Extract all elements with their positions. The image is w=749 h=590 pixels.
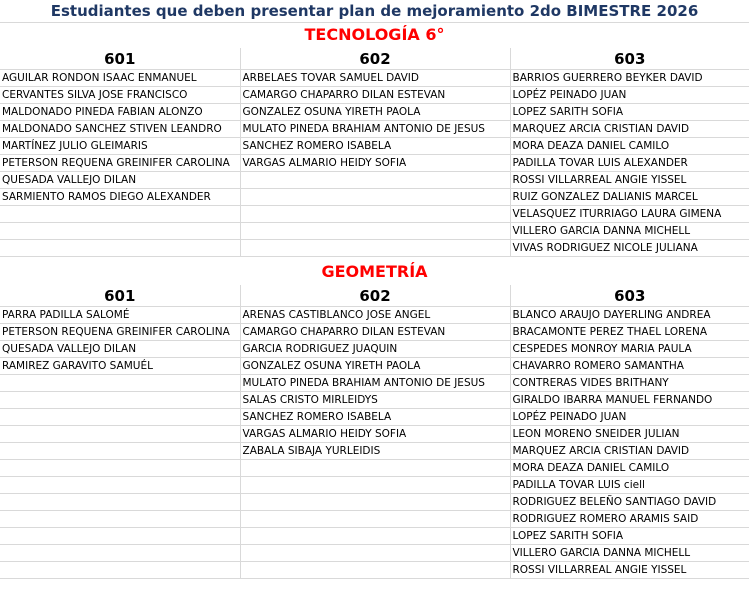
table-row [0,121,749,138]
group-header-603: 603 [510,48,749,70]
student-name-cell: CONTRERAS VIDES BRITHANY [510,375,749,392]
student-name-cell: MARQUEZ ARCIA CRISTIAN DAVID [510,121,749,138]
table-row [0,206,749,223]
group-header-601: 601 [0,48,240,70]
student-table-tecnologia [0,48,749,257]
student-name-cell: VIVAS RODRIGUEZ NICOLE JULIANA [510,240,749,257]
student-name-cell: ARENAS CASTIBLANCO JOSE ANGEL [240,307,510,324]
section-heading-geometria: GEOMETRÍA [321,262,428,281]
student-name-cell [0,511,240,528]
student-name-cell: RODRIGUEZ ROMERO ARAMIS SAID [510,511,749,528]
student-name-cell [0,206,240,223]
student-name-cell: GONZALEZ OSUNA YIRETH PAOLA [240,104,510,121]
student-name-cell: PADILLA TOVAR LUIS ciell [510,477,749,494]
student-name-cell [240,189,510,206]
student-name-cell [240,460,510,477]
student-name-cell: MARQUEZ ARCIA CRISTIAN DAVID [510,443,749,460]
student-name-cell [0,562,240,579]
table-row [0,240,749,257]
student-name-cell: SANCHEZ ROMERO ISABELA [240,409,510,426]
student-name-cell [240,494,510,511]
group-header-602: 602 [240,48,510,70]
student-name-cell [240,511,510,528]
table-row [0,392,749,409]
student-name-cell: LEON MORENO SNEIDER JULIAN [510,426,749,443]
table-row [0,511,749,528]
student-name-cell: GARCIA RODRIGUEZ JUAQUIN [240,341,510,358]
student-name-cell [240,545,510,562]
table-row [0,426,749,443]
table-row [0,409,749,426]
student-name-cell: QUESADA VALLEJO DILAN [0,172,240,189]
student-name-cell: VILLERO GARCIA DANNA MICHELL [510,223,749,240]
document-title: Estudiantes que deben presentar plan de mejoramiento 2do BIMESTRE 2026 [50,2,699,20]
table-row [0,358,749,375]
table-row [0,528,749,545]
student-name-cell: VILLERO GARCIA DANNA MICHELL [510,545,749,562]
student-name-cell: QUESADA VALLEJO DILAN [0,341,240,358]
group-header-row [0,48,749,70]
table-row [0,87,749,104]
table-row [0,443,749,460]
student-name-cell [0,240,240,257]
student-name-cell: LOPÉZ PEINADO JUAN [510,87,749,104]
student-name-cell: ARBELAES TOVAR SAMUEL DAVID [240,70,510,87]
student-name-cell: CHAVARRO ROMERO SAMANTHA [510,358,749,375]
group-header-602: 602 [240,285,510,307]
student-name-cell [240,528,510,545]
table-row [0,223,749,240]
student-name-cell [0,223,240,240]
student-name-cell: CAMARGO CHAPARRO DILAN ESTEVAN [240,87,510,104]
table-row [0,155,749,172]
student-name-cell: CERVANTES SILVA JOSE FRANCISCO [0,87,240,104]
student-name-cell: CESPEDES MONROY MARIA PAULA [510,341,749,358]
student-name-cell: ROSSI VILLARREAL ANGIE YISSEL [510,172,749,189]
student-name-cell: RODRIGUEZ BELEÑO SANTIAGO DAVID [510,494,749,511]
section-heading-tecnologia: TECNOLOGÍA 6° [304,25,445,44]
student-name-cell [0,426,240,443]
table-row [0,324,749,341]
student-name-cell [0,477,240,494]
student-name-cell [0,528,240,545]
student-name-cell: LOPEZ SARITH SOFIA [510,528,749,545]
table-row [0,494,749,511]
student-name-cell: MARTÍNEZ JULIO GLEIMARIS [0,138,240,155]
student-name-cell [0,545,240,562]
group-header-603: 603 [510,285,749,307]
student-name-cell [0,409,240,426]
student-name-cell: LOPÉZ PEINADO JUAN [510,409,749,426]
student-name-cell: PETERSON REQUENA GREINIFER CAROLINA [0,155,240,172]
student-name-cell: MULATO PINEDA BRAHIAM ANTONIO DE JESUS [240,375,510,392]
student-name-cell [240,240,510,257]
student-name-cell [0,392,240,409]
student-name-cell: MALDONADO SANCHEZ STIVEN LEANDRO [0,121,240,138]
table-row [0,307,749,324]
student-name-cell: BLANCO ARAUJO DAYERLING ANDREA [510,307,749,324]
student-name-cell: PARRA PADILLA SALOMÉ [0,307,240,324]
student-name-cell: AGUILAR RONDON ISAAC ENMANUEL [0,70,240,87]
student-name-cell: MORA DEAZA DANIEL CAMILO [510,138,749,155]
student-name-cell: GIRALDO IBARRA MANUEL FERNANDO [510,392,749,409]
student-name-cell: MALDONADO PINEDA FABIAN ALONZO [0,104,240,121]
student-name-cell: SARMIENTO RAMOS DIEGO ALEXANDER [0,189,240,206]
student-name-cell: ZABALA SIBAJA YURLEIDIS [240,443,510,460]
student-name-cell: BRACAMONTE PEREZ THAEL LORENA [510,324,749,341]
student-table-geometria [0,285,749,579]
student-name-cell: BARRIOS GUERRERO BEYKER DAVID [510,70,749,87]
table-row [0,477,749,494]
student-name-cell [240,206,510,223]
student-name-cell: LOPEZ SARITH SOFIA [510,104,749,121]
student-name-cell: VARGAS ALMARIO HEIDY SOFIA [240,155,510,172]
student-name-cell: VELASQUEZ ITURRIAGO LAURA GIMENA [510,206,749,223]
student-name-cell: SANCHEZ ROMERO ISABELA [240,138,510,155]
student-name-cell: RAMIREZ GARAVITO SAMUÉL [0,358,240,375]
table-row [0,189,749,206]
student-name-cell: PADILLA TOVAR LUIS ALEXANDER [510,155,749,172]
group-header-row [0,285,749,307]
table-row [0,172,749,189]
student-name-cell [240,562,510,579]
student-name-cell [240,223,510,240]
table-row [0,138,749,155]
student-name-cell: MORA DEAZA DANIEL CAMILO [510,460,749,477]
table-row [0,460,749,477]
student-name-cell: GONZALEZ OSUNA YIRETH PAOLA [240,358,510,375]
table-row [0,70,749,87]
student-name-cell: CAMARGO CHAPARRO DILAN ESTEVAN [240,324,510,341]
student-name-cell: PETERSON REQUENA GREINIFER CAROLINA [0,324,240,341]
table-row [0,375,749,392]
student-name-cell [0,443,240,460]
table-row [0,104,749,121]
student-name-cell [0,494,240,511]
student-name-cell [0,375,240,392]
student-name-cell [0,460,240,477]
student-name-cell: MULATO PINEDA BRAHIAM ANTONIO DE JESUS [240,121,510,138]
student-name-cell: RUIZ GONZALEZ DALIANIS MARCEL [510,189,749,206]
student-name-cell: SALAS CRISTO MIRLEIDYS [240,392,510,409]
group-header-601: 601 [0,285,240,307]
table-row [0,545,749,562]
student-name-cell: VARGAS ALMARIO HEIDY SOFIA [240,426,510,443]
student-name-cell [240,477,510,494]
table-row [0,562,749,579]
table-row [0,341,749,358]
student-name-cell [240,172,510,189]
student-name-cell: ROSSI VILLARREAL ANGIE YISSEL [510,562,749,579]
